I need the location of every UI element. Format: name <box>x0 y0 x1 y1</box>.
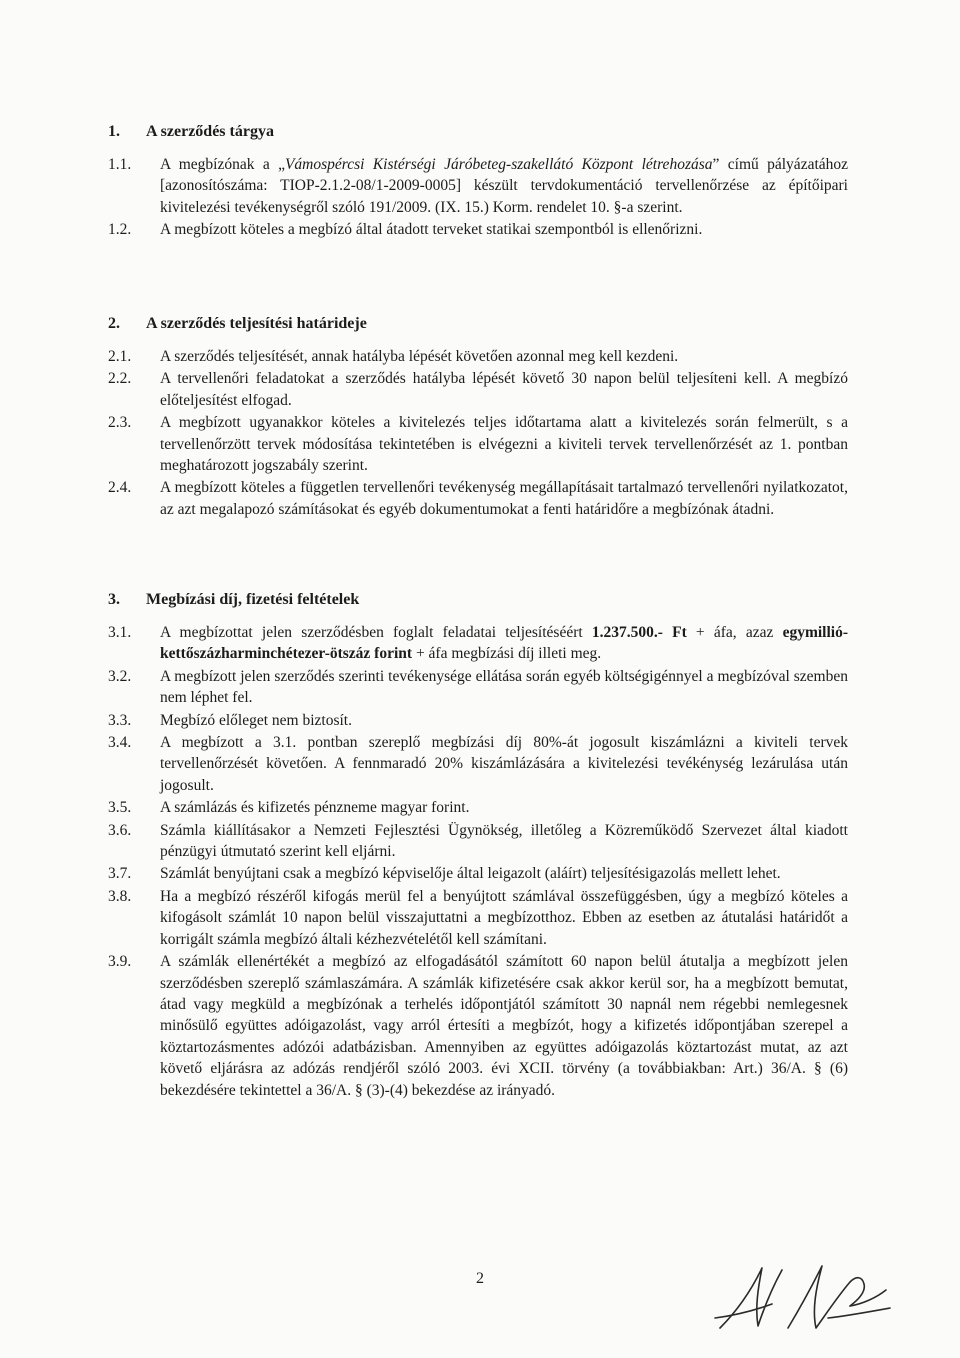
clause-text: A számlázás és kifizetés pénzneme magyar forint. <box>160 799 470 817</box>
signature-initials <box>700 1258 900 1338</box>
clause-number: 3.9. <box>108 953 132 971</box>
clause-number: 3.1. <box>108 624 132 641</box>
text-part: + áfa megbízási díj illeti meg. <box>412 645 602 663</box>
clause-text: Megbízó előleget nem biztosít. <box>160 711 352 729</box>
clause-number: 3.4. <box>108 734 132 752</box>
text-part: + áfa, azaz <box>686 624 783 641</box>
text-part: ” című pályázatához [azonosítószáma: TIOP-2.1.2-08/1-2009-0005] készült tervdokumentáció tervellenőrzése az építőipari kivitelezési tevékenységről szóló 191/2009. (IX. 15.) Korm. rendelet 10. §-a szerint. <box>160 156 849 216</box>
clause-text: A megbízott köteles a független tervellenőri tevékenység megállapításait tartalmazó tervellenőri nyilatkozatot, az azt megalapozó számításokat és egyéb dokumentumokat a fenti határidőre a megbízónak átadni. <box>160 479 848 518</box>
clause-3-5 <box>108 797 848 818</box>
clause-3-1 <box>108 622 848 665</box>
clause-text: A megbízott köteles a megbízó által átadott terveket statikai szempontból is ellenőrizni. <box>160 221 703 239</box>
section-3-heading <box>108 590 848 610</box>
page-number: 2 <box>476 1270 484 1287</box>
clause-3-6 <box>108 820 848 863</box>
fee-amount-words: egymillió-kettőszázharminchétezer-ötszáz forint <box>160 624 848 663</box>
fee-amount: 1.237.500.- Ft <box>591 624 687 641</box>
clause-2-3 <box>108 412 848 476</box>
clause-3-9 <box>108 951 848 1101</box>
clause-number: 2.2. <box>108 370 132 388</box>
clause-number: 2.1. <box>108 348 132 365</box>
clause-text: A megbízott ugyanakkor köteles a kivitelezés teljes időtartama alatt a kivitelezés során felmerült, s a tervellenőrzött tervek módosítása tekintetében is elvégezni a kiviteli tervek tervellenőrzését az 1. pontban meghatározott jogszabály szerint. <box>160 414 848 475</box>
section-title: A szerződés teljesítési határideje <box>146 315 367 332</box>
clause-text: A számlák ellenértékét a megbízó az elfogadásától számított 60 napon belül átutalja a megbízott jelen szerződésben szereplő számlaszámára. A számlák kifizetésére csak akkor kerül sor, ha a megbízott bemutat, átad vagy megküld a megbízónak a terhelés időpontjától számított 30 napnál nem régebbi nemlegesnek minősülő együttes adóigazolást, vagy arról értesíti a megbízót, hogy a kifizetés időpontjában szerepel a köztartozásmentes adózói adatbázisban. Amennyiben az együttes adóigazolás köztartozást mutat, az azt követő eljárásra az adózás rendjéről szóló 2003. évi XCII. törvény (a továbbiakban: Art.) 36/A. § (6) bekezdésére tekintettel a 36/A. § (3)-(4) bekezdése az irányadó. <box>160 953 848 1099</box>
clause-number: 3.5. <box>108 799 132 817</box>
clause-2-1 <box>108 346 848 367</box>
clause-text: A megbízott jelen szerződés szerinti tevékenysége ellátása során egyéb költségigénnyel a megbízóval szemben nem léphet fel. <box>160 667 848 707</box>
clause-2-2 <box>108 368 848 411</box>
clause-number: 3.7. <box>108 865 132 883</box>
clause-text: Számlát benyújtani csak a megbízó képviselője által leigazolt (aláírt) teljesítésigazolás mellett lehet. <box>160 865 781 883</box>
clause-text: A megbízott a 3.1. pontban szereplő megbízási díj 80%-át jogosult kiszámlázni a kiviteli tervek tervellenőrzését követően. A fennmaradó 20% kiszámlázására a kivitelezési tevékénység lezárulása után jogosult. <box>160 734 848 794</box>
section-title: A szerződés tárgya <box>146 123 274 140</box>
clause-text: A szerződés teljesítését, annak hatályba lépését követően azonnal meg kell kezdeni. <box>160 348 679 365</box>
clause-number: 3.8. <box>108 887 132 905</box>
section-number: 3. <box>108 591 120 608</box>
clause-number: 2.3. <box>108 414 132 432</box>
project-title: Vámospércsi Kistérségi Járóbeteg-szakellátó Központ létrehozása <box>284 156 713 173</box>
clause-number: 1.2. <box>108 221 132 239</box>
clause-3-7 <box>108 863 848 884</box>
clause-text <box>160 154 848 218</box>
clause-1-1 <box>108 154 848 218</box>
section-1-heading <box>108 122 848 142</box>
clause-number: 3.6. <box>108 821 132 839</box>
clause-number: 1.1. <box>108 156 132 173</box>
clause-number: 3.3. <box>108 711 132 729</box>
clause-number: 2.4. <box>108 479 132 497</box>
section-2-heading <box>108 314 848 334</box>
clause-number: 3.2. <box>108 667 132 685</box>
text-part: A megbízónak a „ <box>160 156 285 173</box>
section-3 <box>108 590 848 1102</box>
section-2 <box>108 314 848 521</box>
clause-1-2 <box>108 219 848 240</box>
clause-2-4 <box>108 477 848 520</box>
clause-3-2 <box>108 666 848 709</box>
clause-text <box>160 622 848 665</box>
clause-text: Ha a megbízó részéről kifogás merül fel a benyújtott számlával összefüggésben, úgy a megbízó köteles a kifogásolt számlát 10 napon belül visszajuttatni a megbízotthoz. Ebben az esetben az átutalási határidőt a korrigált számla megbízó általi kézhezvételétől kell számítani. <box>160 887 848 948</box>
clause-3-4 <box>108 732 848 796</box>
clause-text: A tervellenőri feladatokat a szerződés hatályba lépését követő 30 napon belül teljesíteni kell. A megbízó előteljesítést elfogad. <box>160 370 848 409</box>
clause-text: Számla kiállításakor a Nemzeti Fejlesztési Ügynökség, illetőleg a Közreműködő Szervezet által kiadott pénzügyi útmutató szerint kell eljárni. <box>160 821 848 861</box>
section-title: Megbízási díj, fizetési feltételek <box>146 591 360 608</box>
text-part: A megbízottat jelen szerződésben foglalt feladatai teljesítéséért <box>160 624 592 641</box>
clause-3-3 <box>108 710 848 731</box>
section-number: 1. <box>108 123 120 140</box>
clause-3-8 <box>108 886 848 950</box>
section-number: 2. <box>108 315 120 332</box>
section-1 <box>108 122 848 242</box>
